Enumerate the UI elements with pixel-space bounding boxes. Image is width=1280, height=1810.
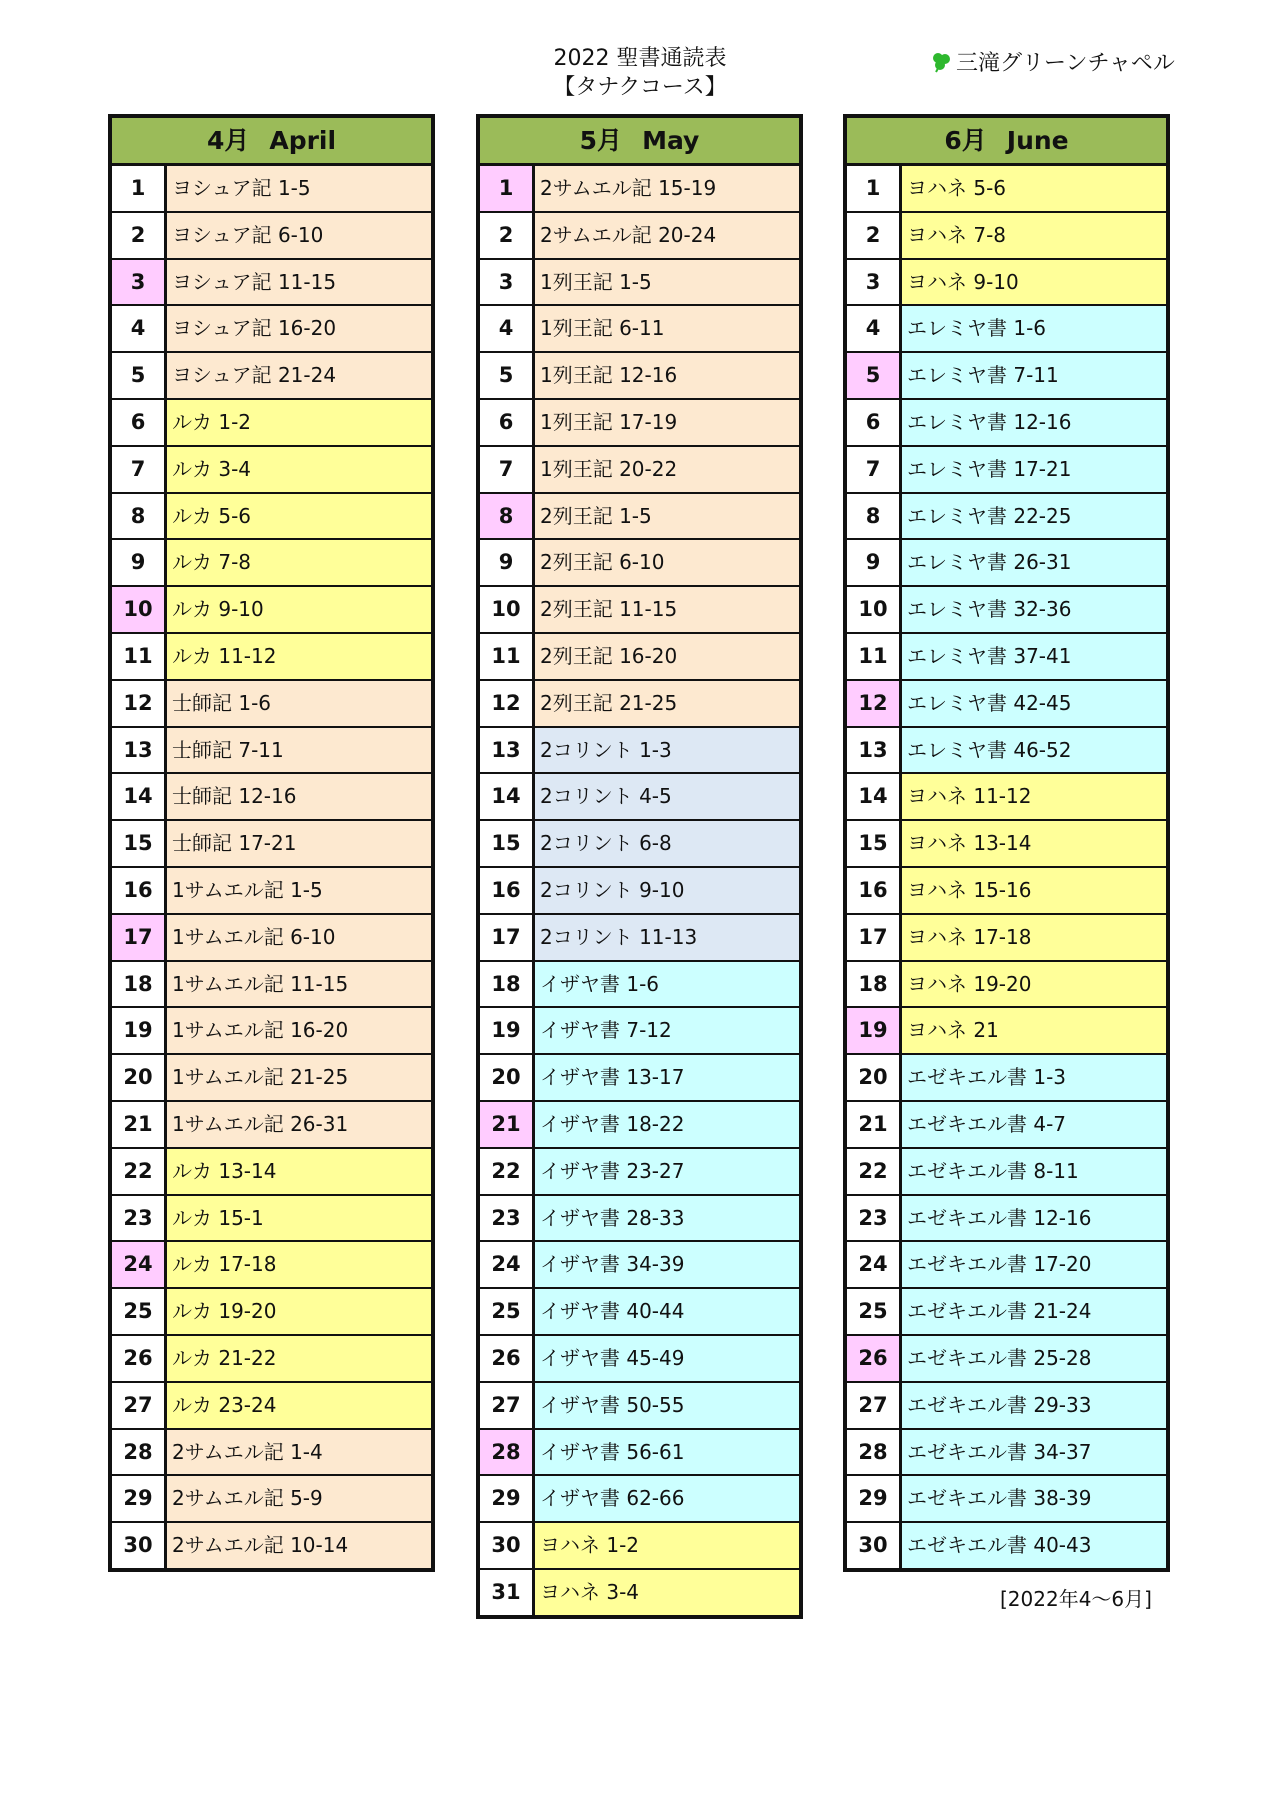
- month-number: 5月: [579, 126, 623, 155]
- day-number: 25: [480, 1289, 535, 1334]
- day-number: 13: [847, 728, 902, 773]
- reading-passage: ヨハネ 7-8: [902, 213, 1166, 258]
- reading-passage: 2コリント 11-13: [535, 915, 799, 960]
- table-row: [480, 1570, 799, 1617]
- day-number: 18: [847, 962, 902, 1007]
- reading-passage: エレミヤ書 12-16: [902, 400, 1166, 445]
- reading-passage: ヨハネ 19-20: [902, 962, 1166, 1007]
- table-row: [847, 915, 1166, 962]
- table-row: [480, 868, 799, 915]
- reading-passage: ヨハネ 9-10: [902, 260, 1166, 305]
- reading-passage: ヨシュア記 6-10: [167, 213, 431, 258]
- day-number: 7: [847, 447, 902, 492]
- day-number: 28: [847, 1430, 902, 1475]
- table-row: [480, 447, 799, 494]
- table-row: [480, 1008, 799, 1055]
- reading-passage: エゼキエル書 1-3: [902, 1055, 1166, 1100]
- reading-passage: 士師記 7-11: [167, 728, 431, 773]
- month-number: 4月: [206, 126, 250, 155]
- day-number: 8: [847, 494, 902, 539]
- reading-passage: 1列王記 12-16: [535, 353, 799, 398]
- table-row: [847, 1008, 1166, 1055]
- day-number: 26: [480, 1336, 535, 1381]
- table-row: [112, 306, 431, 353]
- day-number: 12: [480, 681, 535, 726]
- reading-passage: エゼキエル書 40-43: [902, 1523, 1166, 1568]
- table-row: [112, 1055, 431, 1102]
- reading-passage: イザヤ書 18-22: [535, 1102, 799, 1147]
- day-number: 8: [480, 494, 535, 539]
- day-number: 6: [847, 400, 902, 445]
- table-row: [847, 213, 1166, 260]
- day-number: 20: [480, 1055, 535, 1100]
- day-number: 30: [480, 1523, 535, 1568]
- table-row: [112, 494, 431, 541]
- table-row: [847, 353, 1166, 400]
- table-row: [112, 587, 431, 634]
- title-line-2: 【タナクコース】: [553, 75, 727, 100]
- day-number: 17: [847, 915, 902, 960]
- reading-passage: エレミヤ書 17-21: [902, 447, 1166, 492]
- table-row: [480, 821, 799, 868]
- table-row: [847, 1196, 1166, 1243]
- day-number: 10: [847, 587, 902, 632]
- table-row: [112, 1008, 431, 1055]
- day-number: 27: [847, 1383, 902, 1428]
- reading-passage: ヨハネ 13-14: [902, 821, 1166, 866]
- reading-passage: 2コリント 9-10: [535, 868, 799, 913]
- day-number: 16: [112, 868, 167, 913]
- table-row: [112, 1242, 431, 1289]
- reading-passage: エゼキエル書 4-7: [902, 1102, 1166, 1147]
- reading-passage: エゼキエル書 8-11: [902, 1149, 1166, 1194]
- reading-passage: エレミヤ書 1-6: [902, 306, 1166, 351]
- reading-passage: イザヤ書 13-17: [535, 1055, 799, 1100]
- day-number: 28: [112, 1430, 167, 1475]
- day-number: 9: [480, 540, 535, 585]
- month-april-table: [108, 114, 435, 1572]
- table-row: [112, 774, 431, 821]
- day-number: 7: [480, 447, 535, 492]
- reading-passage: ヨハネ 17-18: [902, 915, 1166, 960]
- day-number: 5: [847, 353, 902, 398]
- reading-passage: 士師記 17-21: [167, 821, 431, 866]
- table-row: [847, 166, 1166, 213]
- table-row: [480, 1196, 799, 1243]
- reading-passage: ルカ 15-1: [167, 1196, 431, 1241]
- day-number: 26: [847, 1336, 902, 1381]
- reading-passage: イザヤ書 56-61: [535, 1430, 799, 1475]
- day-number: 21: [112, 1102, 167, 1147]
- month-name: May: [642, 126, 700, 155]
- table-row: [112, 634, 431, 681]
- reading-passage: ルカ 7-8: [167, 540, 431, 585]
- table-row: [847, 1055, 1166, 1102]
- reading-passage: イザヤ書 28-33: [535, 1196, 799, 1241]
- date-range-note: [2022年4～6月]: [1000, 1587, 1152, 1611]
- reading-passage: 1列王記 6-11: [535, 306, 799, 351]
- reading-passage: 1サムエル記 11-15: [167, 962, 431, 1007]
- reading-passage: ルカ 5-6: [167, 494, 431, 539]
- title-line-1: 2022 聖書通読表: [553, 46, 727, 71]
- day-number: 14: [112, 774, 167, 819]
- day-number: 16: [847, 868, 902, 913]
- month-header: [112, 118, 431, 166]
- day-number: 7: [112, 447, 167, 492]
- month-name: April: [269, 126, 337, 155]
- reading-passage: イザヤ書 40-44: [535, 1289, 799, 1334]
- reading-passage: ルカ 9-10: [167, 587, 431, 632]
- table-row: [480, 1336, 799, 1383]
- table-row: [480, 634, 799, 681]
- table-row: [847, 1149, 1166, 1196]
- day-number: 2: [480, 213, 535, 258]
- table-row: [112, 728, 431, 775]
- day-number: 19: [847, 1008, 902, 1053]
- table-row: [112, 1476, 431, 1523]
- reading-passage: 2サムエル記 1-4: [167, 1430, 431, 1475]
- reading-passage: イザヤ書 45-49: [535, 1336, 799, 1381]
- table-row: [847, 540, 1166, 587]
- day-number: 9: [112, 540, 167, 585]
- month-may-table: [476, 114, 803, 1619]
- reading-passage: ルカ 11-12: [167, 634, 431, 679]
- reading-passage: 2列王記 6-10: [535, 540, 799, 585]
- reading-passage: エレミヤ書 26-31: [902, 540, 1166, 585]
- day-number: 30: [112, 1523, 167, 1568]
- day-number: 1: [112, 166, 167, 211]
- month-header: [480, 118, 799, 166]
- table-row: [112, 821, 431, 868]
- day-number: 18: [112, 962, 167, 1007]
- table-row: [847, 1383, 1166, 1430]
- table-row: [112, 868, 431, 915]
- table-row: [847, 1289, 1166, 1336]
- reading-passage: 2列王記 1-5: [535, 494, 799, 539]
- table-row: [847, 821, 1166, 868]
- day-number: 11: [847, 634, 902, 679]
- table-row: [847, 1430, 1166, 1477]
- day-number: 22: [112, 1149, 167, 1194]
- table-row: [480, 1242, 799, 1289]
- reading-passage: ヨシュア記 1-5: [167, 166, 431, 211]
- table-row: [480, 962, 799, 1009]
- table-row: [112, 681, 431, 728]
- reading-passage: 2サムエル記 10-14: [167, 1523, 431, 1568]
- day-number: 6: [112, 400, 167, 445]
- table-row: [480, 540, 799, 587]
- reading-passage: ヨハネ 11-12: [902, 774, 1166, 819]
- reading-passage: 2列王記 16-20: [535, 634, 799, 679]
- reading-passage: イザヤ書 34-39: [535, 1242, 799, 1287]
- reading-passage: 2コリント 4-5: [535, 774, 799, 819]
- reading-passage: 2サムエル記 20-24: [535, 213, 799, 258]
- reading-passage: ルカ 21-22: [167, 1336, 431, 1381]
- day-number: 20: [847, 1055, 902, 1100]
- reading-passage: ヨシュア記 16-20: [167, 306, 431, 351]
- table-row: [480, 587, 799, 634]
- day-number: 17: [112, 915, 167, 960]
- day-number: 20: [112, 1055, 167, 1100]
- table-row: [112, 260, 431, 307]
- table-row: [847, 587, 1166, 634]
- day-number: 21: [847, 1102, 902, 1147]
- table-row: [847, 868, 1166, 915]
- day-number: 13: [480, 728, 535, 773]
- day-number: 24: [847, 1242, 902, 1287]
- reading-passage: ルカ 19-20: [167, 1289, 431, 1334]
- day-number: 29: [112, 1476, 167, 1521]
- table-row: [480, 213, 799, 260]
- day-number: 31: [480, 1570, 535, 1615]
- reading-passage: 2サムエル記 15-19: [535, 166, 799, 211]
- day-number: 17: [480, 915, 535, 960]
- day-number: 4: [480, 306, 535, 351]
- day-number: 4: [112, 306, 167, 351]
- reading-passage: 2コリント 6-8: [535, 821, 799, 866]
- day-number: 6: [480, 400, 535, 445]
- table-row: [847, 1523, 1166, 1570]
- table-row: [112, 1430, 431, 1477]
- day-number: 2: [847, 213, 902, 258]
- table-row: [480, 1476, 799, 1523]
- reading-passage: エレミヤ書 22-25: [902, 494, 1166, 539]
- table-row: [112, 540, 431, 587]
- organization: [930, 46, 1175, 77]
- table-row: [480, 1523, 799, 1570]
- reading-passage: 1サムエル記 26-31: [167, 1102, 431, 1147]
- reading-passage: イザヤ書 1-6: [535, 962, 799, 1007]
- day-number: 22: [480, 1149, 535, 1194]
- month-june-table: [843, 114, 1170, 1572]
- day-number: 23: [847, 1196, 902, 1241]
- day-number: 16: [480, 868, 535, 913]
- reading-passage: イザヤ書 23-27: [535, 1149, 799, 1194]
- day-number: 11: [480, 634, 535, 679]
- reading-passage: エレミヤ書 32-36: [902, 587, 1166, 632]
- table-row: [847, 1336, 1166, 1383]
- table-row: [112, 400, 431, 447]
- reading-passage: 1サムエル記 1-5: [167, 868, 431, 913]
- reading-passage: エゼキエル書 29-33: [902, 1383, 1166, 1428]
- day-number: 4: [847, 306, 902, 351]
- day-number: 10: [480, 587, 535, 632]
- table-row: [112, 915, 431, 962]
- table-row: [480, 1149, 799, 1196]
- day-number: 19: [480, 1008, 535, 1053]
- table-row: [480, 774, 799, 821]
- day-number: 24: [480, 1242, 535, 1287]
- table-row: [847, 681, 1166, 728]
- day-number: 15: [112, 821, 167, 866]
- day-number: 1: [480, 166, 535, 211]
- organization-name: 三滝グリーンチャペル: [956, 51, 1175, 76]
- table-row: [480, 1055, 799, 1102]
- table-row: [112, 447, 431, 494]
- reading-passage: 1列王記 20-22: [535, 447, 799, 492]
- table-row: [480, 353, 799, 400]
- day-number: 12: [112, 681, 167, 726]
- table-row: [847, 1476, 1166, 1523]
- table-row: [480, 400, 799, 447]
- reading-passage: エゼキエル書 17-20: [902, 1242, 1166, 1287]
- table-row: [480, 681, 799, 728]
- reading-passage: エレミヤ書 37-41: [902, 634, 1166, 679]
- table-row: [480, 1289, 799, 1336]
- reading-passage: 1サムエル記 6-10: [167, 915, 431, 960]
- table-row: [480, 306, 799, 353]
- table-row: [847, 306, 1166, 353]
- table-row: [112, 353, 431, 400]
- day-number: 29: [847, 1476, 902, 1521]
- table-row: [480, 728, 799, 775]
- reading-passage: エゼキエル書 25-28: [902, 1336, 1166, 1381]
- reading-passage: ルカ 13-14: [167, 1149, 431, 1194]
- table-row: [112, 1289, 431, 1336]
- table-row: [112, 1102, 431, 1149]
- day-number: 15: [847, 821, 902, 866]
- day-number: 25: [847, 1289, 902, 1334]
- reading-passage: ヨハネ 15-16: [902, 868, 1166, 913]
- table-row: [112, 1383, 431, 1430]
- day-number: 13: [112, 728, 167, 773]
- table-row: [480, 1383, 799, 1430]
- reading-passage: 2列王記 11-15: [535, 587, 799, 632]
- reading-passage: 2コリント 1-3: [535, 728, 799, 773]
- table-row: [847, 1102, 1166, 1149]
- table-row: [847, 728, 1166, 775]
- reading-passage: エゼキエル書 38-39: [902, 1476, 1166, 1521]
- reading-passage: ヨハネ 1-2: [535, 1523, 799, 1568]
- table-row: [480, 1102, 799, 1149]
- day-number: 21: [480, 1102, 535, 1147]
- day-number: 29: [480, 1476, 535, 1521]
- reading-passage: エレミヤ書 46-52: [902, 728, 1166, 773]
- table-row: [847, 634, 1166, 681]
- day-number: 18: [480, 962, 535, 1007]
- reading-passage: ルカ 23-24: [167, 1383, 431, 1428]
- reading-passage: 1列王記 1-5: [535, 260, 799, 305]
- table-row: [112, 962, 431, 1009]
- day-number: 14: [847, 774, 902, 819]
- reading-passage: エレミヤ書 7-11: [902, 353, 1166, 398]
- table-row: [112, 166, 431, 213]
- day-number: 28: [480, 1430, 535, 1475]
- reading-passage: 士師記 1-6: [167, 681, 431, 726]
- day-number: 3: [847, 260, 902, 305]
- reading-passage: ヨハネ 3-4: [535, 1570, 799, 1615]
- day-number: 23: [480, 1196, 535, 1241]
- page-title: [470, 44, 810, 102]
- table-row: [480, 915, 799, 962]
- day-number: 1: [847, 166, 902, 211]
- day-number: 19: [112, 1008, 167, 1053]
- day-number: 14: [480, 774, 535, 819]
- day-number: 3: [480, 260, 535, 305]
- day-number: 24: [112, 1242, 167, 1287]
- day-number: 27: [480, 1383, 535, 1428]
- day-number: 10: [112, 587, 167, 632]
- reading-passage: 2サムエル記 5-9: [167, 1476, 431, 1521]
- day-number: 25: [112, 1289, 167, 1334]
- month-name: June: [1006, 126, 1069, 155]
- day-number: 12: [847, 681, 902, 726]
- day-number: 27: [112, 1383, 167, 1428]
- table-row: [847, 494, 1166, 541]
- day-number: 8: [112, 494, 167, 539]
- table-row: [112, 1196, 431, 1243]
- reading-passage: ヨシュア記 11-15: [167, 260, 431, 305]
- reading-passage: 士師記 12-16: [167, 774, 431, 819]
- table-row: [480, 166, 799, 213]
- table-row: [847, 447, 1166, 494]
- reading-passage: ルカ 3-4: [167, 447, 431, 492]
- reading-passage: ルカ 17-18: [167, 1242, 431, 1287]
- day-number: 11: [112, 634, 167, 679]
- table-row: [480, 1430, 799, 1477]
- table-row: [847, 400, 1166, 447]
- reading-passage: ヨハネ 5-6: [902, 166, 1166, 211]
- clover-icon: [930, 51, 952, 73]
- table-row: [480, 260, 799, 307]
- reading-passage: ヨシュア記 21-24: [167, 353, 431, 398]
- reading-passage: ヨハネ 21: [902, 1008, 1166, 1053]
- day-number: 22: [847, 1149, 902, 1194]
- day-number: 3: [112, 260, 167, 305]
- reading-passage: エゼキエル書 21-24: [902, 1289, 1166, 1334]
- reading-passage: ルカ 1-2: [167, 400, 431, 445]
- reading-passage: エレミヤ書 42-45: [902, 681, 1166, 726]
- month-header: [847, 118, 1166, 166]
- reading-passage: エゼキエル書 12-16: [902, 1196, 1166, 1241]
- table-row: [847, 962, 1166, 1009]
- day-number: 2: [112, 213, 167, 258]
- reading-passage: 1サムエル記 21-25: [167, 1055, 431, 1100]
- table-row: [480, 494, 799, 541]
- reading-passage: イザヤ書 50-55: [535, 1383, 799, 1428]
- table-row: [847, 260, 1166, 307]
- table-row: [847, 1242, 1166, 1289]
- reading-passage: 2列王記 21-25: [535, 681, 799, 726]
- table-row: [112, 1336, 431, 1383]
- table-row: [112, 1523, 431, 1570]
- day-number: 15: [480, 821, 535, 866]
- table-row: [847, 774, 1166, 821]
- table-row: [112, 1149, 431, 1196]
- reading-passage: 1列王記 17-19: [535, 400, 799, 445]
- day-number: 26: [112, 1336, 167, 1381]
- day-number: 9: [847, 540, 902, 585]
- month-number: 6月: [944, 126, 987, 155]
- table-row: [112, 213, 431, 260]
- reading-passage: 1サムエル記 16-20: [167, 1008, 431, 1053]
- day-number: 23: [112, 1196, 167, 1241]
- reading-passage: イザヤ書 62-66: [535, 1476, 799, 1521]
- day-number: 30: [847, 1523, 902, 1568]
- day-number: 5: [112, 353, 167, 398]
- reading-passage: エゼキエル書 34-37: [902, 1430, 1166, 1475]
- reading-passage: イザヤ書 7-12: [535, 1008, 799, 1053]
- day-number: 5: [480, 353, 535, 398]
